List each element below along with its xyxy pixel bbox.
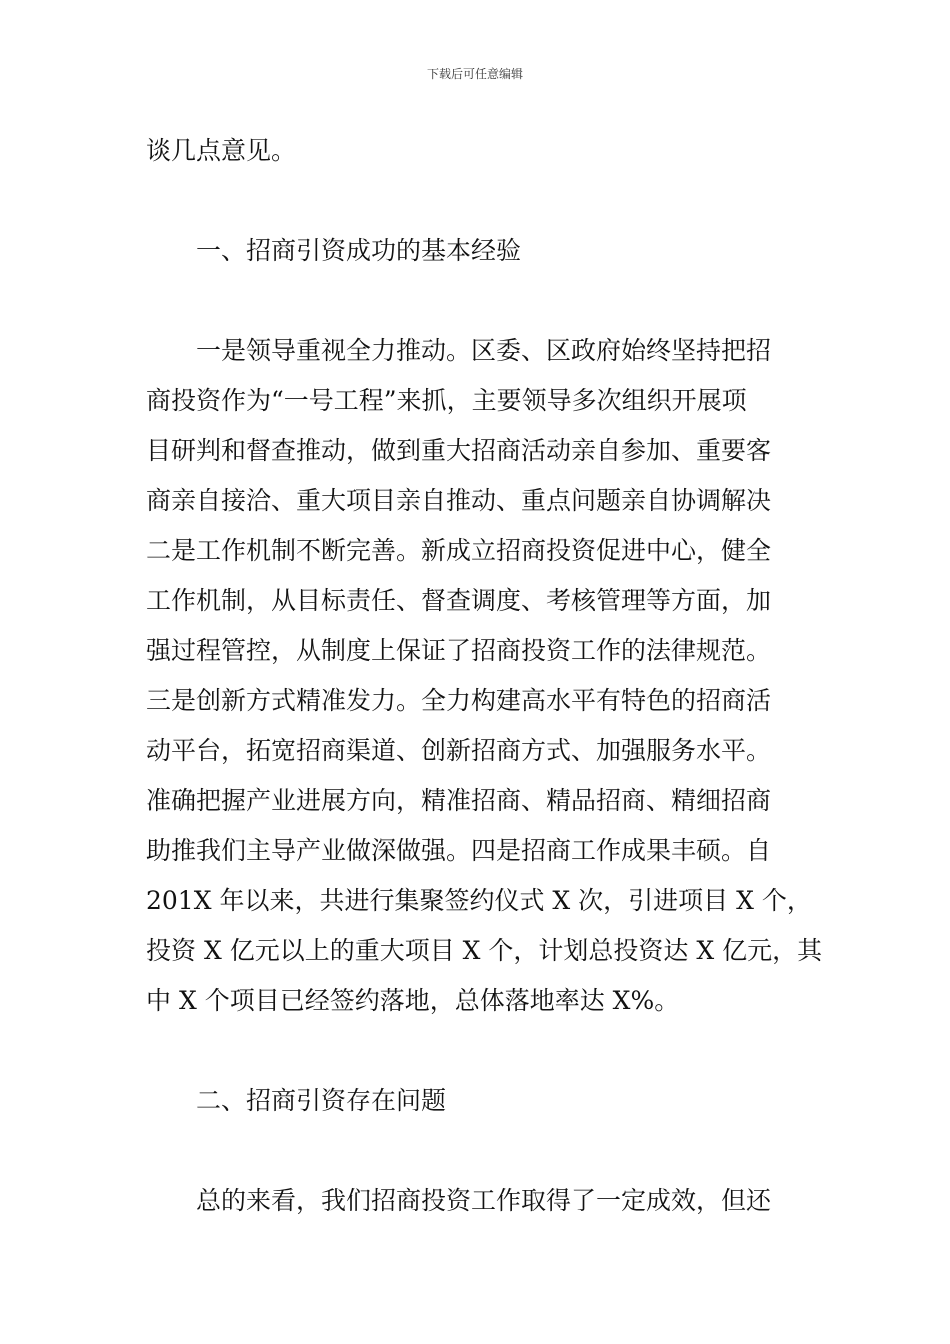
text-line: 目研判和督查推动，做到重大招商活动亲自参加、重要客	[146, 436, 772, 465]
text-line: 一是领导重视全力推动。区委、区政府始终坚持把招	[196, 336, 772, 365]
text-line: 助推我们主导产业做深做强。四是招商工作成果丰硕。自	[146, 836, 772, 865]
text-line: 201X 年以来，共进行集聚签约仪式 X 次，引进项目 X 个，	[146, 886, 812, 915]
text-line: 中 X 个项目已经签约落地，总体落地率达 X%。	[146, 986, 680, 1015]
text-line: 动平台，拓宽招商渠道、创新招商方式、加强服务水平。	[146, 736, 772, 765]
section-heading-1: 一、招商引资成功的基本经验	[196, 236, 522, 265]
text-line: 谈几点意见。	[146, 136, 297, 165]
text-line: 商投资作为“一号工程”来抓，主要领导多次组织开展项	[146, 386, 747, 415]
text-line: 总的来看，我们招商投资工作取得了一定成效，但还	[196, 1186, 772, 1215]
text-line: 二是工作机制不断完善。新成立招商投资促进中心，健全	[146, 536, 772, 565]
text-line: 准确把握产业进展方向，精准招商、精品招商、精细招商	[146, 786, 772, 815]
section-heading-2: 二、招商引资存在问题	[196, 1086, 447, 1115]
page-header: 下载后可任意编辑	[426, 67, 523, 81]
text-line: 商亲自接洽、重大项目亲自推动、重点问题亲自协调解决	[146, 486, 772, 515]
text-line: 三是创新方式精准发力。全力构建高水平有特色的招商活	[146, 686, 772, 715]
text-line: 工作机制，从目标责任、督查调度、考核管理等方面，加	[146, 586, 772, 615]
text-line: 强过程管控，从制度上保证了招商投资工作的法律规范。	[146, 636, 772, 665]
text-line: 投资 X 亿元以上的重大项目 X 个，计划总投资达 X 亿元，其	[146, 936, 823, 965]
